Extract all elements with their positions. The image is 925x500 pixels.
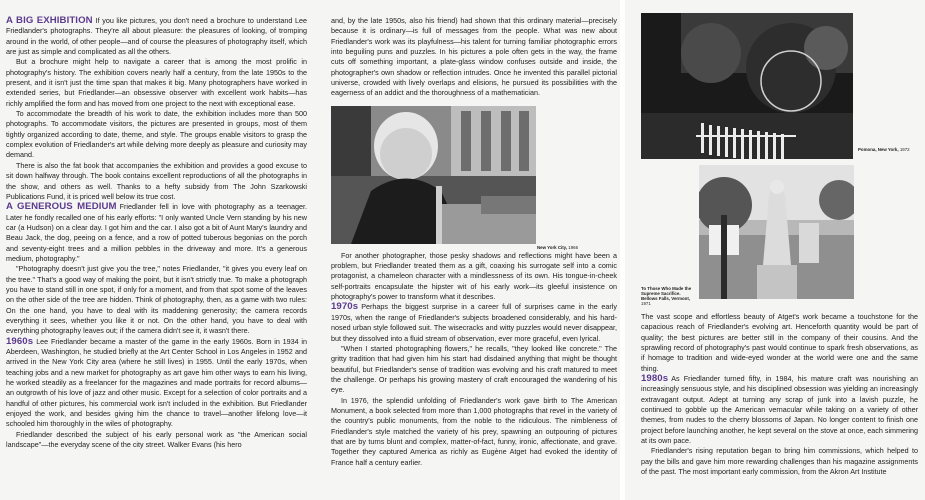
caption-year: 1966 xyxy=(568,245,579,250)
caption-year: 1971 xyxy=(641,301,651,306)
section-big-exhibition xyxy=(6,16,307,57)
heading-1980s: 1980s xyxy=(641,373,669,385)
right-text-column xyxy=(641,312,918,478)
paragraph: But a brochure might help to navigate a career that is among the most prolific in photography's history. The exhibition covers nearly half a century, from the late 1950s to the present, and it isn't just the time span that makes it big. Many photographers have worked in extended series, but Friedlander—an obsessive observer with excellent work habits—has richly amplified the form and has moved from one project to the next with exceptional ease. xyxy=(6,57,307,108)
paragraph: As Friedlander turned fifty, in 1984, his mature craft was nourishing an increasingly sensuous style, and his disciplined obsession was yielding an increasingly extravagant output. Adept at turning any scrap of junk into a lavish puzzle, he continued to gobble up the American vernacular while taking on a variety of other themes, from nudes to the cherry blossoms of Japan. No longer content to finish one project before launching another, he kept several on the stove at once, each simmering at its own pace. xyxy=(641,374,918,446)
caption-title: New York City, xyxy=(537,245,568,250)
paragraph: Lee Friedlander became a master of the game in the early 1960s. Born in 1934 in Aberdeen, Washington, he studied briefly at the Art Center School in Los Angeles in 1952 and arrived in the New York City area (where he still lives) in 1955. Until the early 1970s, when teaching jobs and a new market for photography as art gave him other ways to earn his living, he worked steadily as a freelancer for the magazines and made portraits for record albums—an outgrowth of his love of jazz and other music. Except for a selection of color portraits and a handful of other pictures, his commercial work isn't included in the exhibition. But Friedlander enjoyed the work, and besides giving him the chance to travel—another lifelong love—it schooled him thoroughly in the wiles of photography. xyxy=(6,336,307,429)
caption-bellows-falls xyxy=(641,286,697,306)
paragraph: Friedlander described the subject of his early personal work as "the American social landscape"—the everyday scene of the city street. Walker Evans (his hero xyxy=(6,429,307,450)
paragraph: The vast scope and effortless beauty of Atget's work became a touchstone for the capacious reach of Friedlander's evolving art. Henceforth quantity would be part of quality; the best pictures are better still in the company of their cousins. And the sprawling record of photography's past would continue to spark fresh observations, as if homage to tradition and wide-eyed wonder at the world were one and the same thing. xyxy=(641,312,918,373)
paragraph: "Photography doesn't just give you the tree," notes Friedlander, "it gives you every leaf on the tree." That's a good way of making the point, but it isn't strictly true. To make a photograph you have to stand still in one spot, if only for a moment, and from that spot some of the leaves on the other side of the tree are hidden. Think of photography, then, as a game with two rules: On the one hand, you have to deal with its maddening generosity; the camera records everything it sees, whether you like it or not. On the other hand, you have to deal with everything photography leaves out; if the camera didn't see it, it wasn't there. xyxy=(6,264,307,336)
paragraph: Friedlander fell in love with photography as a teenager. Later he fondly recalled one of his early efforts: "I only wanted Uncle Vern standing by his new car (a Hudson) on a clear day. I got him and the car. I also got a bit of Aunt Mary's laundry and Beau Jack, the dog, peeing on a fence, and a row of potted tuberous begonias on the porch and seventy-eight trees and a million pebbles in the driveway and more. It's a generous medium, photography." xyxy=(6,202,307,263)
heading-a-generous-medium: A GENEROUS MEDIUM xyxy=(6,201,117,213)
section-1980s xyxy=(641,374,918,446)
section-generous-medium xyxy=(6,202,307,264)
paragraph: For another photographer, those pesky shadows and reflections might have been a problem, but Friedlander treated them as a gift, coaxing his surrogate self into a comic protagonist, a chameleon character with a mindlessness of its own. His tongue-in-cheek self-portraits encapsulate the hipster wit of his early work—its gleeful insistence on photography's power to transform what it describes. xyxy=(331,250,617,302)
caption-new-york-city xyxy=(537,245,597,250)
paragraph: To accommodate the breadth of his work to date, the exhibition includes more than 500 photographs. To accommodate visitors, the pictures are presented in groups, most of them tightly organized according to date, theme, and style. The groups enable visitors to grasp the complex evolution of Friedlander's art while delving more deeply as pleasure and curiosity may demand. xyxy=(6,109,308,160)
caption-title: Pomona, New York, xyxy=(858,147,899,152)
heading-a-big-exhibition: A BIG EXHIBITION xyxy=(6,15,93,26)
right-page xyxy=(625,0,925,500)
middle-text-column xyxy=(331,16,617,468)
paragraph: Friedlander's rising reputation began to bring him commissions, which helped to pay the bills and gave him more rewarding challenges than his magazine assignments of the past. The most important early commission, from the Akron Art Institute xyxy=(641,446,918,477)
photo-pomona-image xyxy=(641,13,853,159)
photo-new-york-city-1966 xyxy=(331,106,536,244)
section-1960s xyxy=(6,337,307,430)
section-1970s xyxy=(331,302,617,343)
paragraph: There is also the fat book that accompanies the exhibition and provides a good excuse to sit down halfway through. The book contains excellent reproductions of all the photographs in the show, and others as well. Thanks to a hefty subsidy from The John Szarkowski Publications Fund, it is priced well below its true cost. xyxy=(6,160,307,201)
paragraph: and, by the late 1950s, also his friend) had shown that this ordinary material—precisely because it is ordinary—is full of messages from the people. What was new about Friedlander's work was its playfulness—his talent for turning familiar photographic errors into beguiling puns and puzzles. In his pictures a pole often gets in the way, the frame cuts off something important, a plate-glass window confuses outside and inside, the photographer's own shadow or reflection intrudes. Once he invented this parallel pictorial universe, crowded with lively overlaps and elisions, he pursued its possibilities with the eagerness of an addict and the thoroughness of a mathematician. xyxy=(331,16,617,98)
photo-new-york-city-image xyxy=(331,106,536,244)
caption-title: To Those Who Made the Supreme Sacrifice. Bellows Falls, Vermont, xyxy=(641,286,692,301)
paragraph: If you like pictures, you don't need a brochure to understand Lee Friedlander's photographs. They're all about pleasure: the pleasures of looking, of tromping around in the world, of other people—and of course the pleasures of photography itself, which are just as simple and complicated as all the others. xyxy=(6,16,307,57)
left-text-column xyxy=(6,16,307,450)
paragraph: In 1976, the splendid unfolding of Friedlander's work gave birth to The American Monument, a book selected from more than 1,000 photographs that revel in the variety of the country's public monuments, from the noble to the ridiculous. The nimbleness of Friedlander's style matched the variety of his prey, spawning an outpouring of pictures that are by turns blunt and complex, matter-of-fact, funny, ironic, affectionate, and grave. Together they captured America as richly as Eugène Atget had evoked the identity of France half a century earlier. xyxy=(331,395,617,467)
photo-pomona-new-york-1972 xyxy=(641,13,853,159)
photo-bellows-falls-statue-1971 xyxy=(699,165,854,299)
photo-statue-image xyxy=(699,165,854,299)
heading-1960s: 1960s xyxy=(6,335,34,347)
caption-pomona xyxy=(858,147,925,152)
caption-year: 1972 xyxy=(899,147,910,152)
paragraph: Perhaps the biggest surprise in a career full of surprises came in the early 1970s, when the range of Friedlander's subjects broadened considerably, and his hard-nosed urban style followed suit. The wisecracks and witty puzzles would never disappear, but they dissolved into a fluid stream of observation, ever more graceful, even lyrical. xyxy=(331,302,617,343)
paragraph: "When I started photographing flowers," he recalls, "they looked like concrete." The gritty tradition that had given him his start had disdained anything that might be thought beautiful, but Friedlander's sense of tradition was evolving and his craft matured to meet the challenge. Or perhaps his growing mastery of craft encouraged the wandering of his eye. xyxy=(331,343,617,395)
heading-1970s: 1970s xyxy=(331,301,359,313)
